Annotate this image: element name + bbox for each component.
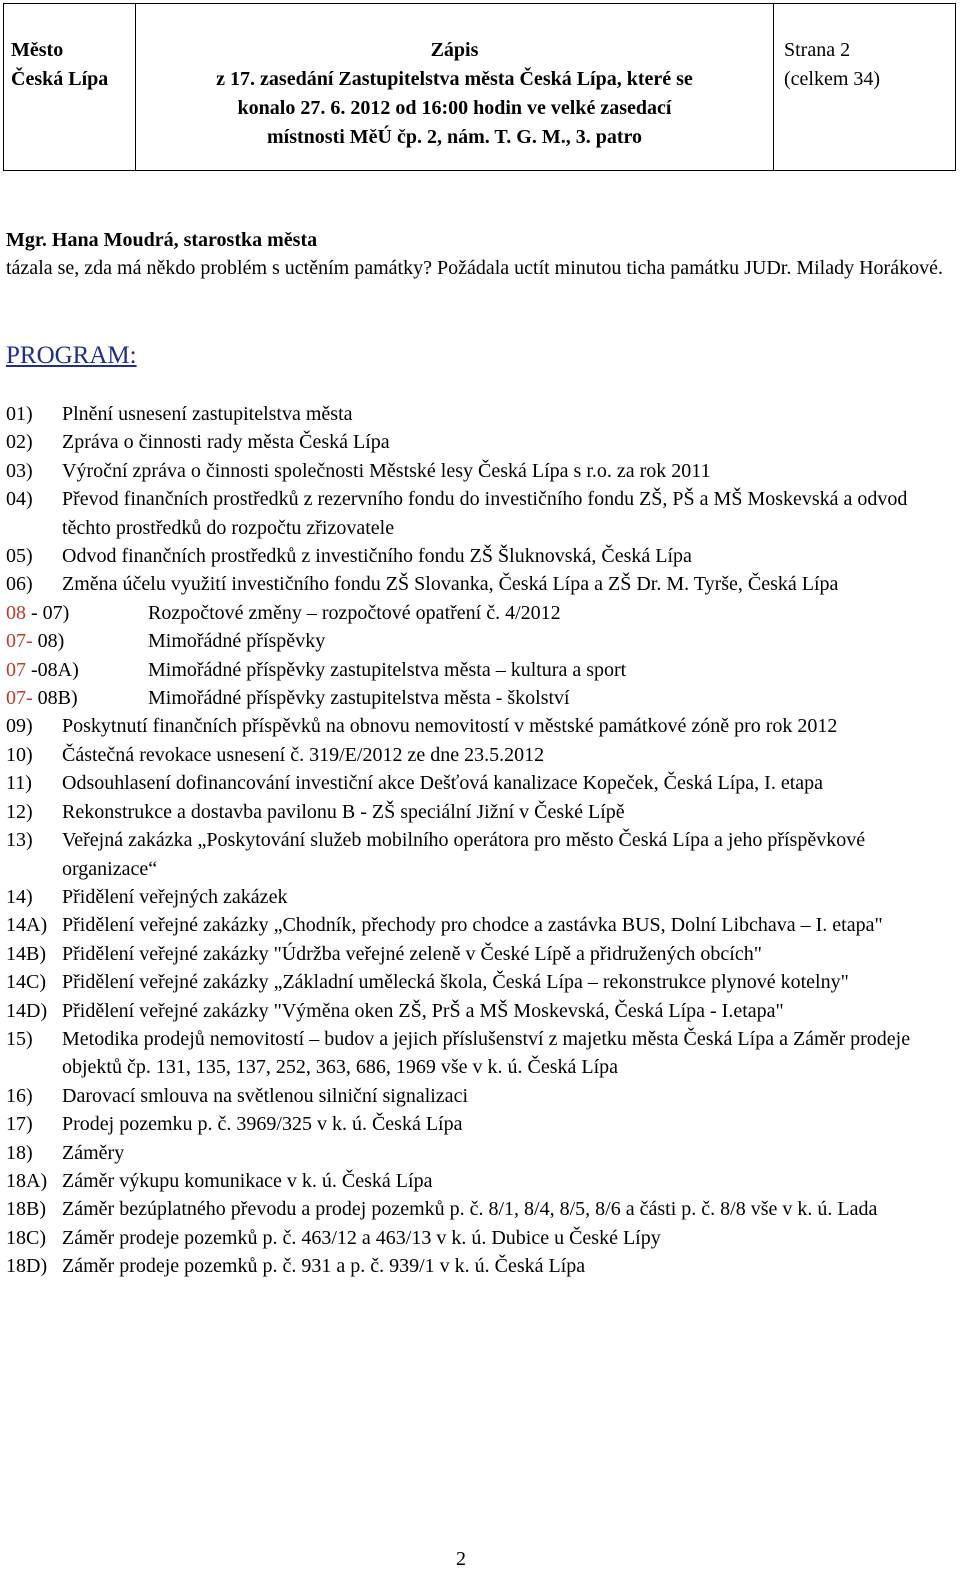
document-header — [3, 3, 956, 171]
item-text: Odvod finančních prostředků z investičního fondu ZŠ Šluknovská, Česká Lípa — [62, 545, 692, 568]
item-number-old: 07- — [6, 687, 33, 710]
title-line-3: konalo 27. 6. 2012 od 16:00 hodin ve velké zasedací — [237, 97, 672, 119]
item-number-old: 07- — [6, 630, 33, 653]
list-item — [6, 1082, 941, 1110]
item-number: 14A) — [6, 914, 48, 937]
item-text: Záměr výkupu komunikace v k. ú. Česká Lípa — [62, 1169, 433, 1192]
header-page-info — [773, 4, 955, 170]
item-number: 18D) — [6, 1255, 48, 1278]
title-line-1: Zápis — [430, 39, 479, 61]
item-text: Přidělení veřejných zakázek — [62, 885, 288, 908]
speaker-name: Mgr. Hana Moudrá, starostka města — [6, 229, 318, 251]
item-text: Záměry — [62, 1141, 125, 1164]
item-text: Mimořádné příspěvky zastupitelstva města – kultura a sport — [148, 658, 627, 681]
item-text: Přidělení veřejné zakázky "Výměna oken ZŠ, PrŠ a MŠ Moskevská, Česká Lípa - I.etapa" — [62, 999, 784, 1022]
item-number-old: 08 — [6, 601, 26, 624]
item-text: Mimořádné příspěvky zastupitelstva města - školství — [148, 687, 570, 710]
item-text: Veřejná zakázka „Poskytování služeb mobilního operátora pro město Česká Lípa a jeho příspěvkové organizace“ — [62, 829, 866, 880]
list-item — [6, 684, 941, 712]
list-item — [6, 997, 941, 1025]
list-item — [6, 940, 941, 968]
item-number: 15) — [6, 1027, 33, 1050]
program-heading: PROGRAM: — [6, 342, 137, 369]
item-number: 18B) — [6, 1198, 46, 1221]
item-number: 14B) — [6, 942, 46, 965]
item-text: Záměr bezúplatného převodu a prodej pozemků p. č. 8/1, 8/4, 8/5, 8/6 a části p. č. 8/8 vše v k. ú. Lada — [62, 1198, 878, 1221]
item-number-new: 08B) — [32, 687, 78, 710]
header-title — [135, 4, 773, 170]
list-item — [6, 542, 941, 570]
item-number: 04) — [6, 488, 33, 511]
item-text: Rekonstrukce a dostavba pavilonu B - ZŠ speciální Jižní v České Lípě — [62, 800, 625, 823]
list-item — [6, 400, 941, 428]
item-number — [6, 656, 148, 684]
item-text: Přidělení veřejné zakázky „Chodník, přechody pro chodce a zastávka BUS, Dolní Libchava – I. etapa" — [62, 914, 883, 937]
list-item — [6, 656, 941, 684]
item-number: 13) — [6, 829, 33, 852]
item-text: Prodej pozemku p. č. 3969/325 v k. ú. Česká Lípa — [62, 1113, 463, 1136]
item-number: 14D) — [6, 999, 48, 1022]
item-number: 09) — [6, 715, 33, 738]
list-item — [6, 798, 941, 826]
item-text: Přidělení veřejné zakázky "Údržba veřejné zeleně v České Lípě a přidružených obcích" — [62, 942, 762, 965]
item-text: Rozpočtové změny – rozpočtové opatření č. 4/2012 — [148, 601, 561, 624]
item-text: Převod finančních prostředků z rezervního fondu do investičního fondu ZŠ, PŠ a MŠ Moskevská a odvod těchto prostředků do rozpočtu zřizovatele — [62, 488, 908, 539]
list-item — [6, 1139, 941, 1167]
item-text: Záměr prodeje pozemků p. č. 931 a p. č. 939/1 v k. ú. Česká Lípa — [62, 1255, 586, 1278]
item-number: 05) — [6, 545, 33, 568]
item-text: Výroční zpráva o činnosti společnosti Městské lesy Česká Lípa s r.o. za rok 2011 — [62, 459, 711, 482]
item-text: Poskytnutí finančních příspěvků na obnovu nemovitostí v městské památkové zóně pro rok 2012 — [62, 715, 838, 738]
list-item — [6, 457, 941, 485]
page-number: 2 — [456, 1548, 466, 1570]
item-text: Mimořádné příspěvky — [148, 630, 326, 653]
program-list — [6, 400, 941, 1281]
item-text: Metodika prodejů nemovitostí – budov a jejich příslušenství z majetku města Česká Lípa a Záměr prodeje objektů čp. 131, 135, 137, 252, 363, 686, 1969 vše v k. ú. Česká Lípa — [62, 1027, 911, 1079]
item-number: 14) — [6, 885, 33, 908]
item-text: Přidělení veřejné zakázky „Základní umělecká škola, Česká Lípa – rekonstrukce plynové kotelny" — [62, 971, 849, 994]
list-item — [6, 1025, 941, 1082]
list-item — [6, 1195, 941, 1223]
list-item — [6, 1110, 941, 1138]
item-number: 14C) — [6, 971, 46, 994]
page-line-1: Strana 2 — [784, 39, 851, 61]
list-item — [6, 712, 941, 740]
list-item — [6, 627, 941, 655]
list-item — [6, 911, 941, 939]
list-item — [6, 1167, 941, 1195]
item-number-new: - 07) — [26, 601, 70, 624]
item-number: 18A) — [6, 1169, 48, 1192]
item-text: Částečná revokace usnesení č. 319/E/2012 ze dne 23.5.2012 — [62, 743, 545, 766]
item-number: 16) — [6, 1084, 33, 1107]
item-text: Odsouhlasení dofinancování investiční akce Dešťová kanalizace Kopeček, Česká Lípa, I. etapa — [62, 772, 824, 795]
list-item — [6, 741, 941, 769]
item-number: 03) — [6, 459, 33, 482]
list-item — [6, 968, 941, 996]
item-text: Změna účelu využití investičního fondu ZŠ Slovanka, Česká Lípa a ZŠ Dr. M. Tyrše, Česká Lípa — [62, 573, 839, 596]
item-text: Darovací smlouva na světlenou silniční signalizaci — [62, 1084, 468, 1107]
list-item — [6, 428, 941, 456]
intro-paragraph: tázala se, zda má někdo problém s uctěním památky? Požádala uctít minutou ticha památku JUDr. Milady Horákové. — [6, 257, 943, 279]
item-number: 02) — [6, 431, 33, 454]
list-item — [6, 826, 941, 883]
item-number: 18) — [6, 1141, 33, 1164]
list-item — [6, 769, 941, 797]
item-number-old: 07 — [6, 658, 26, 681]
item-number: 11) — [6, 772, 32, 795]
item-number-new: -08A) — [26, 658, 79, 681]
item-number — [6, 684, 148, 712]
title-line-4: místnosti MěÚ čp. 2, nám. T. G. M., 3. patro — [267, 126, 642, 148]
item-number — [6, 599, 148, 627]
list-item — [6, 599, 941, 627]
list-item — [6, 485, 941, 542]
list-item — [6, 1252, 941, 1280]
item-number: 01) — [6, 403, 33, 425]
item-text: Plnění usnesení zastupitelstva města — [62, 403, 353, 425]
item-number: 17) — [6, 1113, 33, 1136]
item-number: 06) — [6, 573, 33, 596]
intro-section — [6, 226, 946, 282]
item-text: Zpráva o činnosti rady města Česká Lípa — [62, 431, 390, 454]
item-number: 10) — [6, 743, 33, 766]
list-item — [6, 570, 941, 598]
item-number: 18C) — [6, 1226, 46, 1249]
item-number-new: 08) — [32, 630, 65, 653]
city-line-1: Město — [11, 39, 64, 61]
title-line-2: z 17. zasedání Zastupitelstva města Česká Lípa, které se — [216, 68, 693, 90]
item-number — [6, 627, 148, 655]
page-line-2: (celkem 34) — [784, 68, 881, 90]
item-text: Záměr prodeje pozemků p. č. 463/12 a 463/13 v k. ú. Dubice u České Lípy — [62, 1226, 661, 1249]
list-item — [6, 1224, 941, 1252]
city-line-2: Česká Lípa — [11, 68, 109, 90]
header-city — [4, 4, 135, 170]
item-number: 12) — [6, 800, 33, 823]
list-item — [6, 883, 941, 911]
